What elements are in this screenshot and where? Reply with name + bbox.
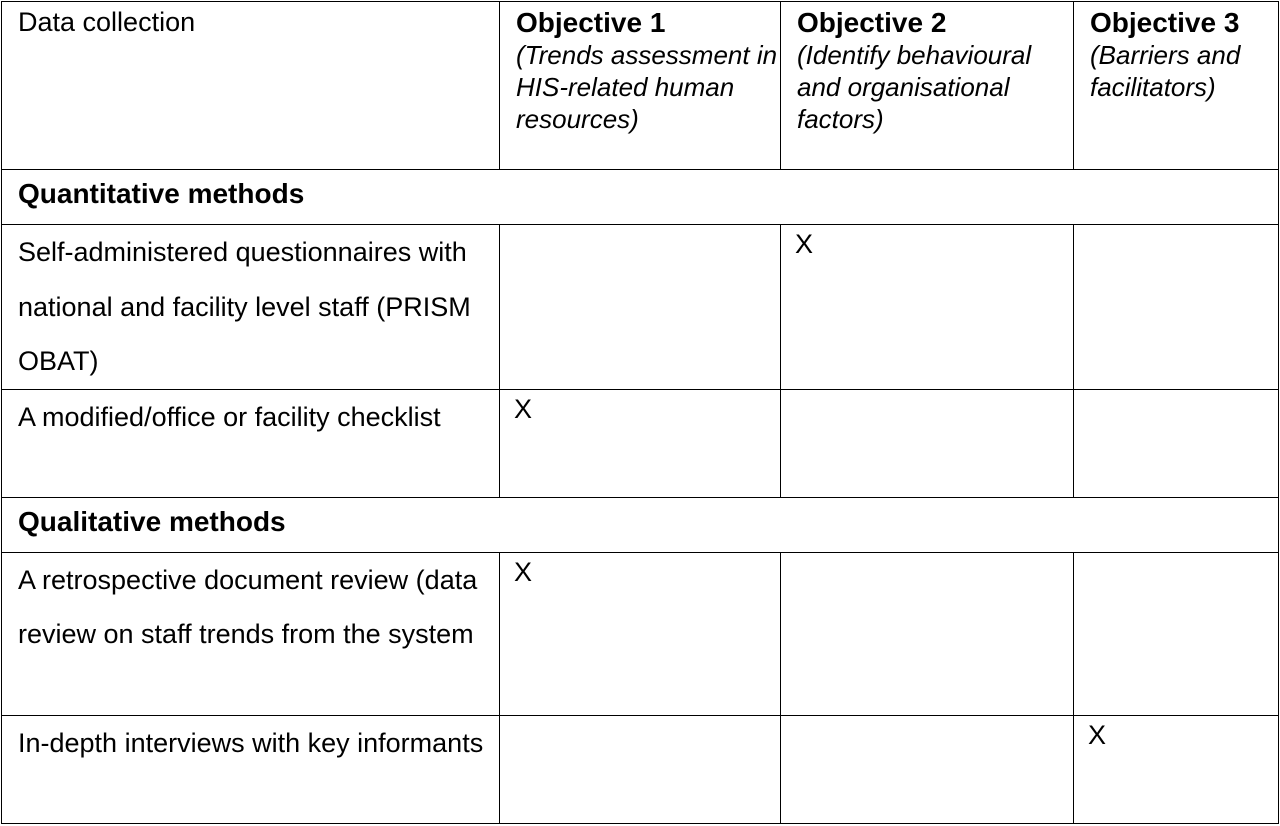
table-row [2,552,1279,715]
objective-title: Objective 3 [1090,7,1240,38]
objective-mark: X [514,556,533,587]
objective-subtitle: (Barriers and facilitators) [1090,40,1241,102]
header-cell-objective-2 [781,2,1074,170]
table-row [2,225,1279,390]
objective-subtitle: (Trends assessment in HIS-related human resources) [516,40,778,134]
header-cell-data-collection [2,2,500,170]
table-row [2,715,1279,823]
header-cell-objective-1 [500,2,781,170]
method-label: Self-administered questionnaires with national and facility level staff (PRISM OBAT) [18,237,471,376]
section-row-quantitative [2,170,1279,225]
objective-subtitle: (Identify behavioural and organisational factors) [797,40,1032,134]
objective-title: Objective 1 [516,7,666,38]
section-heading-cell [2,497,1279,552]
data-collection-table [1,1,1279,824]
header-label: Data collection [18,7,196,37]
section-heading: Quantitative methods [18,178,305,209]
method-label: A modified/office or facility checklist [18,401,441,432]
table-header-row [2,2,1279,170]
section-heading-cell [2,170,1279,225]
header-cell-objective-3 [1074,2,1279,170]
section-heading: Qualitative methods [18,505,286,537]
method-label: In-depth interviews with key informants [18,727,484,758]
objective-title: Objective 2 [797,7,947,38]
method-label: A retrospective document review (data review on staff trends from the system [18,564,478,649]
objective-mark: X [795,229,814,259]
objective-mark: X [1088,719,1107,750]
section-row-qualitative [2,497,1279,552]
table-row [2,389,1279,497]
objective-mark: X [514,393,533,424]
